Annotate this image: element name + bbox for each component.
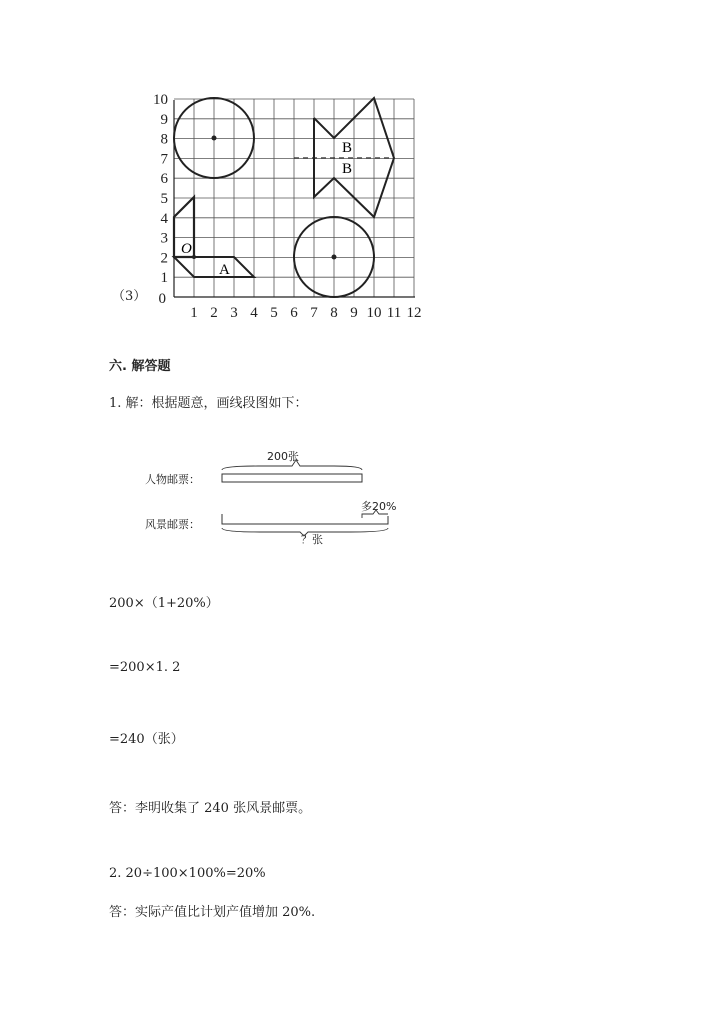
q2-answer: 答：实际产值比计划产值增加 20%. [109,905,316,920]
x-tick-label: 4 [250,305,258,321]
y-tick-label: 9 [160,111,168,128]
x-tick-label: 1 [190,305,198,321]
x-tick-label: 7 [310,305,318,321]
y-tick-label: 4 [160,210,168,227]
y-tick-label: 5 [160,191,168,207]
brace-200 [222,460,362,470]
row2-value: ？张 [301,533,323,546]
part-label: （3） [112,289,147,304]
x-tick-label: 3 [230,305,238,321]
q1-step2: =200×1. 2 [109,660,181,675]
x-tick-label: 9 [350,305,358,321]
shape-b-upper-label: B [342,140,353,156]
x-tick-label: 12 [406,305,422,321]
y-tick-label: 1 [160,270,168,287]
coordinate-grid-figure [140,90,440,325]
shape-b-lower-label: B [342,161,353,177]
row1-value: 200张 [267,450,299,463]
brace-total [222,528,388,536]
x-tick-label: 8 [330,305,338,321]
circle-lower-right-center [332,255,337,260]
y-tick-label: 10 [153,92,168,108]
row1-label: 人物邮票： [145,473,200,486]
row2-label: 风景邮票： [145,518,200,531]
x-tick-label: 5 [270,305,278,321]
origin-label: 0 [158,291,166,307]
point-o-dot [192,255,196,259]
q1-step3: =240（张） [109,732,184,747]
q1-intro: 1. 解：根据题意，画线段图如下： [109,396,308,411]
x-tick-label: 6 [290,305,298,321]
point-o-label: O [181,241,192,257]
q1-step1: 200×（1+20%） [109,596,219,611]
row2-extra: 多20% [361,500,397,513]
x-tick-label: 11 [386,305,402,321]
bar-figure-stamps [222,474,362,482]
y-tick-label: 3 [160,230,168,247]
x-tick-label: 2 [210,305,218,321]
q2-formula: 2. 20÷100×100%=20% [109,866,266,881]
x-tick-label: 10 [366,305,382,321]
y-tick-label: 6 [160,171,168,188]
y-tick-label: 7 [160,151,168,168]
section-title: 六. 解答题 [109,359,171,374]
y-tick-label: 8 [160,131,168,148]
segment-diagram [140,440,440,550]
brace-extra [362,510,388,518]
shape-a-label: A [219,262,230,278]
y-tick-label: 2 [160,250,168,267]
q1-answer: 答：李明收集了 240 张风景邮票。 [109,801,312,816]
grid-lines [174,99,414,297]
bar-landscape-stamps [222,514,388,524]
circle-upper-left-center [212,136,217,141]
